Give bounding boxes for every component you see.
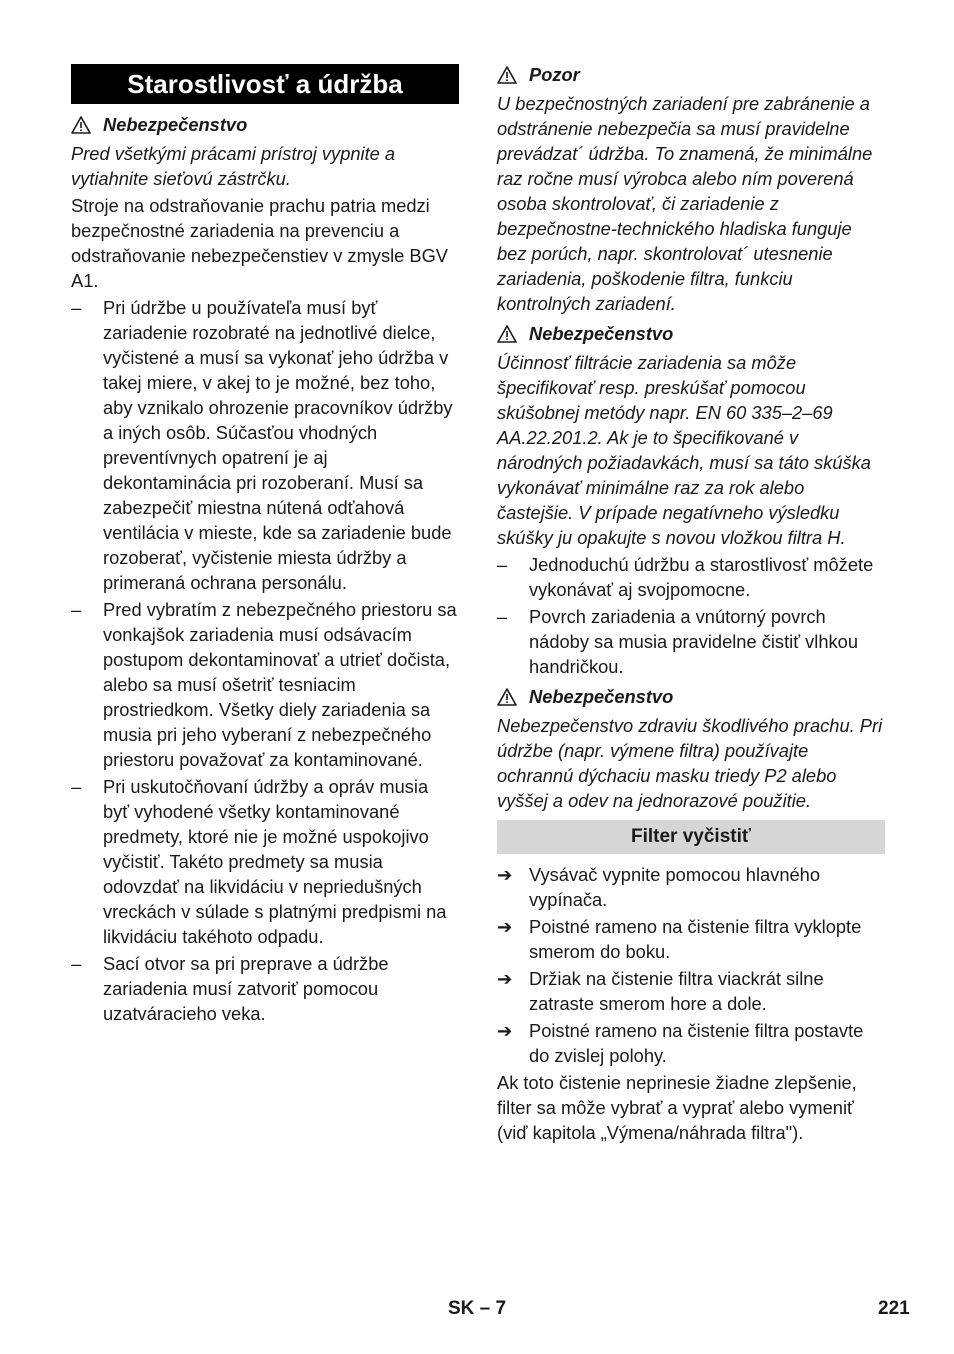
intro-paragraph: Stroje na odstraňovanie prachu patria medzi bezpečnostné zariadenia na prevenciu a odstraňovanie nebezpečenstiev v zmysle BGV A1.	[71, 195, 448, 291]
warning-label: Nebezpečenstvo	[103, 114, 248, 135]
warning-text: Nebezpečenstvo zdraviu škodlivého prachu. Pri údržbe (napr. výmene filtra) používajte ochrannú dýchaciu masku triedy P2 alebo vyššej a odev na jednorazové použitie.	[497, 715, 883, 811]
warning-label: Nebezpečenstvo	[529, 323, 674, 344]
footer-language-page: SK – 7	[448, 1298, 507, 1319]
warning-triangle-icon	[71, 116, 91, 134]
left-column	[71, 62, 459, 1028]
page-number: 221	[878, 1298, 910, 1319]
list-item: – Sací otvor sa pri preprave a údržbe zariadenia musí zatvoriť pomocou uzatváracieho veka.	[71, 953, 389, 1024]
arrow-right-icon: ➔	[497, 916, 513, 937]
list-item: – Povrch zariadenia a vnútorný povrch nádoby sa musia pravidelne čistiť vlhkou handričkou.	[497, 606, 858, 677]
section-title: Starostlivosť a údržba	[71, 64, 459, 104]
warning-text: Pred všetkými prácami prístroj vypnite a vytiahnite sieťovú zástrčku.	[71, 143, 396, 189]
warning-triangle-icon	[497, 688, 517, 706]
step-item: ➔ Držiak na čistenie filtra viackrát silne zatraste smerom hore a dole.	[497, 968, 824, 1014]
warning-triangle-icon	[497, 66, 517, 84]
step-item: ➔ Vysávač vypnite pomocou hlavného vypínača.	[497, 864, 820, 910]
arrow-right-icon: ➔	[497, 864, 513, 885]
list-item: – Pri údržbe u používateľa musí byť zariadenie rozobraté na jednotlivé dielce, vyčistené a musí sa vykonať jeho údržba v takej miere, v akej to je možné, bez toho, aby vznikalo ohrozenie pracovníkov údržby a iných osôb. Súčasťou vhodných preventívnych opatrení je aj dekontaminácia pri rozoberaní. Musí sa zabezpečiť miestna nútená odťahová ventilácia v mieste, kde sa zariadenie bude rozoberať, vyčistenie miesta údržby a primeraná ochrana personálu.	[71, 297, 453, 593]
step-item: ➔ Poistné rameno na čistenie filtra postavte do zvislej polohy.	[497, 1020, 864, 1066]
maintenance-list	[71, 295, 459, 1026]
list-item: – Pred vybratím z nebezpečného priestoru sa vonkajšok zariadenia musí odsávacím postupom dekontaminovať a utrieť dočista, alebo sa musí ošetriť tesniacim prostriedkom. Všetky diely zariadenia sa musia pri jeho vyberaní z nebezpečného priestoru považovať za kontaminované.	[71, 599, 457, 770]
warning-text: Účinnosť filtrácie zariadenia sa môže špecifikovať resp. preskúšať pomocou skúšobnej metódy napr. EN 60 335–2–69 AA.22.201.2. Ak je to špecifikované v národných požiadavkách, musí sa táto skúška vykonávať minimálne raz za rok alebo častejšie. V prípade negatívneho výsledku skúšky ju opakujte s novou vložkou filtra H.	[497, 352, 871, 548]
list-item: – Pri uskutočňovaní údržby a opráv musia byť vyhodené všetky kontaminované predmety, ktoré nie je možné uspokojivo vyčistiť. Takéto predmety sa musia odovzdať na likvidáciu v nepriedušných vreckách v súlade s platnými predpismi na likvidáciu takéhoto odpadu.	[71, 776, 447, 947]
warning-heading	[497, 321, 885, 346]
step-item: ➔ Poistné rameno na čistenie filtra vyklopte smerom do boku.	[497, 916, 862, 962]
warning-heading	[71, 112, 459, 137]
right-column	[497, 62, 885, 1145]
care-list	[497, 552, 885, 679]
filter-steps	[497, 862, 885, 1068]
caution-label: Pozor	[529, 64, 580, 85]
subsection-title: Filter vyčistiť	[497, 820, 885, 854]
list-item: – Jednoduchú údržbu a starostlivosť môžete vykonávať aj svojpomocne.	[497, 554, 874, 600]
arrow-right-icon: ➔	[497, 968, 513, 989]
caution-text: U bezpečnostných zariadení pre zabránenie a odstránenie nebezpečia sa musí pravidelne prevádzat´ údržba. To znamená, že minimálne raz ročne musí výrobca alebo ním poverená osoba skontrolovať, či zariadenie z bezpečnostne-technického hladiska funguje bez porúch, napr. skontrolovat´ utesnenie zariadenia, poškodenie filtra, funkciu kontrolných zariadení.	[497, 93, 873, 314]
warning-triangle-icon	[497, 325, 517, 343]
warning-label: Nebezpečenstvo	[529, 686, 674, 707]
warning-heading	[497, 684, 885, 709]
closing-paragraph: Ak toto čistenie neprinesie žiadne zlepšenie, filter sa môže vybrať a vyprať alebo vymeniť (viď kapitola „Výmena/náhrada filtra").	[497, 1072, 857, 1143]
caution-heading	[497, 62, 885, 87]
arrow-right-icon: ➔	[497, 1020, 513, 1041]
